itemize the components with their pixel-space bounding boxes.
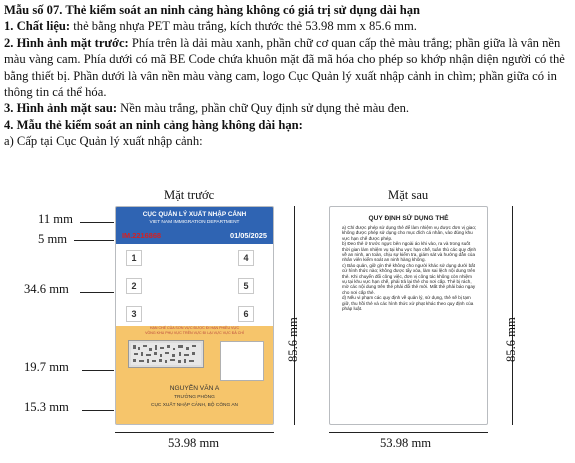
holder-name: NGUYỄN VĂN A (169, 385, 220, 392)
zone-box: 5 (238, 278, 254, 294)
item-4: 4. Mẫu thẻ kiểm soát an ninh cảng hàng không dài hạn: (4, 117, 303, 132)
height-label-front: 85.6 mm (286, 317, 300, 362)
dim-id-row: 5 mm (38, 232, 68, 246)
agency-name: CỤC QUẢN LÝ XUẤT NHẬP CẢNH (142, 211, 247, 218)
restriction-line-2: VÒNG KHU PHỤ VỰC TRÊN VỰC ĐI LẠI VỰC VỰC ĐẢ CHỈ (145, 331, 244, 335)
item-3-text: Nền màu trắng, phần chữ Quy định sử dụng thẻ màu đen. (117, 101, 410, 116)
card-expiry: 01/05/2025 (230, 231, 267, 240)
item-1 (4, 18, 572, 34)
item-2-text: Phía trên là dải màu xanh, phần chữ cơ quan cấp thẻ màu trắng; phần giữa là vân nền màu vàng cam. Phía dưới có mã BE Code chứa khuôn mặt đã mã hóa cho phép so khớp nhận diện người có thẻ bằng thiết bị. Phần dưới là vân nền màu vàng cam, logo Cục Quản lý xuất nhập cảnh in chìm; phần giữa có in thông tin cá thể hóa. (4, 35, 565, 100)
zone-box: 4 (238, 250, 254, 266)
dim-lower-line (82, 370, 114, 371)
zone-box: 2 (126, 278, 142, 294)
item-3 (4, 100, 572, 116)
item-4a: a) Cấp tại Cục Quản lý xuất nhập cảnh: (4, 134, 203, 149)
item-2 (4, 35, 572, 101)
back-rules: a) Chỉ được phép sử dụng thẻ để làm nhiệm vụ được đơn vị giao; không được phép sử dụng cho mục đích cá nhân, vào đúng khu vực hạn chế được phép. b) Đeo thẻ ở trước ngực bên ngoài áo khi vào, ra và trong suốt thời gian làm nhiệm vụ tại khu vực hạn chế, tuân thủ các quy định về an ninh, an toàn, chịu sự kiểm tra, giám sát và hướng dẫn của nhân viên kiểm soát an ninh hàng không. c) Bảo quản, giữ gìn thẻ không cho người khác sử dụng dưới bất cứ hình thức nào; không được tẩy xóa, làm sai lệch nội dung trên thẻ. Khi chuyển đổi công việc, đơn vị công tác không còn nhiệm vụ tại khu vực hạn chế, phải trả lại thẻ cho nơi cấp. Thẻ bị rách, mờ các nội dung trên thẻ phải đổi thẻ mới. Mất thẻ phải báo ngay cho nơi cấp thẻ. d) Nếu vi phạm các quy định về quản lý, sử dụng, thẻ sẽ bị tạm giữ, thu hồi thẻ và các hình thức xử phạt khác theo quy định của pháp luật. (342, 225, 477, 312)
item-2-label: 2. Hình ảnh mặt trước: (4, 35, 129, 50)
zone-box: 6 (238, 306, 254, 322)
be-code (128, 340, 204, 368)
item-1-label: 1. Chất liệu: (4, 19, 71, 34)
dim-top-band: 11 mm (38, 212, 73, 226)
holder-role: TRƯỞNG PHÒNG (174, 395, 215, 400)
height-line-back (512, 206, 513, 425)
dim-id-row-line (74, 240, 114, 241)
holder-org: CỤC XUẤT NHẬP CẢNH, BỘ CÔNG AN (151, 403, 238, 408)
be-code-pattern-icon (129, 341, 203, 367)
document-text (4, 2, 572, 150)
front-blue-band (116, 207, 273, 244)
width-label-back: 53.98 mm (380, 436, 432, 450)
dim-mid-line (80, 292, 114, 293)
width-line-front (115, 432, 274, 433)
item-3-label: 3. Hình ảnh mặt sau: (4, 101, 118, 116)
zone-area (116, 244, 273, 326)
item-1-text: thẻ bằng nhựa PET màu trắng, kích thước thẻ 53.98 mm x 85.6 mm. (70, 19, 417, 34)
agency-name-en: VIET NAM IMMIGRATION DEPARTMENT (149, 220, 240, 225)
dim-lower: 19.7 mm (24, 360, 69, 374)
height-label-back: 85.6 mm (504, 317, 518, 362)
height-line-front (294, 206, 295, 425)
front-card (115, 206, 274, 425)
back-title: QUY ĐỊNH SỬ DỤNG THẺ (368, 215, 449, 222)
zone-box: 1 (126, 250, 142, 266)
restriction-line-1: HẠN CHẾ CỦA SƠN VỰC ĐƯỢC ĐI HẠN PHIỀU VỰC (149, 326, 240, 330)
restriction-text (116, 326, 273, 336)
dim-bottom-line (82, 410, 114, 411)
dim-top-band-line (80, 222, 114, 223)
dim-bottom: 15.3 mm (24, 400, 69, 414)
photo-placeholder (220, 341, 264, 381)
document-heading: Mẫu số 07. Thẻ kiểm soát an ninh cảng hàng không có giá trị sử dụng dài hạn (4, 3, 421, 17)
back-caption: Mặt sau (388, 188, 429, 202)
card-id: IM.2216868 (122, 231, 162, 240)
zone-box: 3 (126, 306, 142, 322)
front-caption: Mặt trước (164, 188, 215, 202)
back-card (329, 206, 488, 425)
width-label-front: 53.98 mm (168, 436, 220, 450)
width-line-back (329, 432, 488, 433)
dim-mid: 34.6 mm (24, 282, 69, 296)
